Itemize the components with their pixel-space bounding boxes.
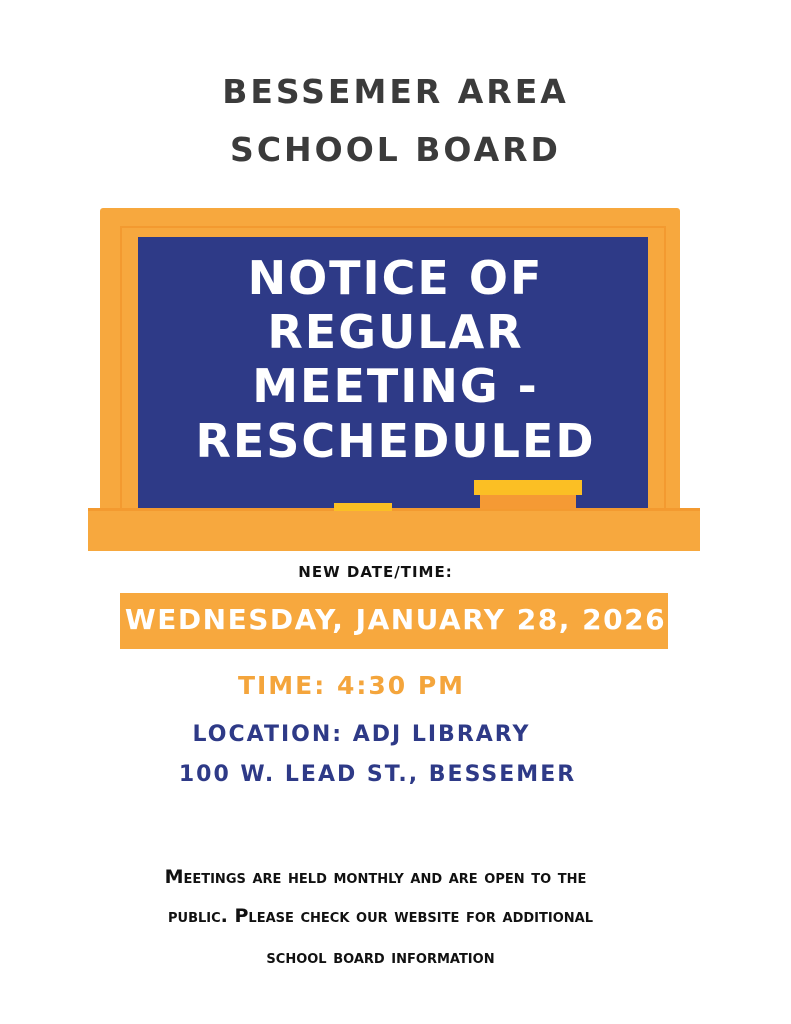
chalk-icon xyxy=(334,503,392,511)
location-name: LOCATION: ADJ LIBRARY xyxy=(192,722,531,747)
eraser-icon xyxy=(474,480,582,495)
chalkboard-ledge xyxy=(88,508,700,551)
location-address: 100 W. LEAD ST., BESSEMER xyxy=(178,762,577,787)
board-title-line-4: RESCHEDULED xyxy=(195,414,596,468)
board-title-line-3: MEETING - xyxy=(252,359,539,413)
eraser-base xyxy=(480,495,576,509)
footer-line-1: Meetings are held monthly and are open to the xyxy=(164,866,587,888)
new-date-label: NEW DATE/TIME: xyxy=(298,563,453,581)
board-title-line-1: NOTICE OF xyxy=(247,251,544,305)
header-line-1: BESSEMER AREA xyxy=(222,72,569,111)
meeting-time: TIME: 4:30 PM xyxy=(237,671,466,700)
header-line-2: SCHOOL BOARD xyxy=(230,130,561,169)
footer-line-2: public. Please check our website for additional xyxy=(168,905,593,927)
meeting-date: WEDNESDAY, JANUARY 28, 2026 xyxy=(124,603,667,636)
footer-line-3: school board information xyxy=(266,946,495,968)
board-title-line-2: REGULAR xyxy=(267,305,524,359)
